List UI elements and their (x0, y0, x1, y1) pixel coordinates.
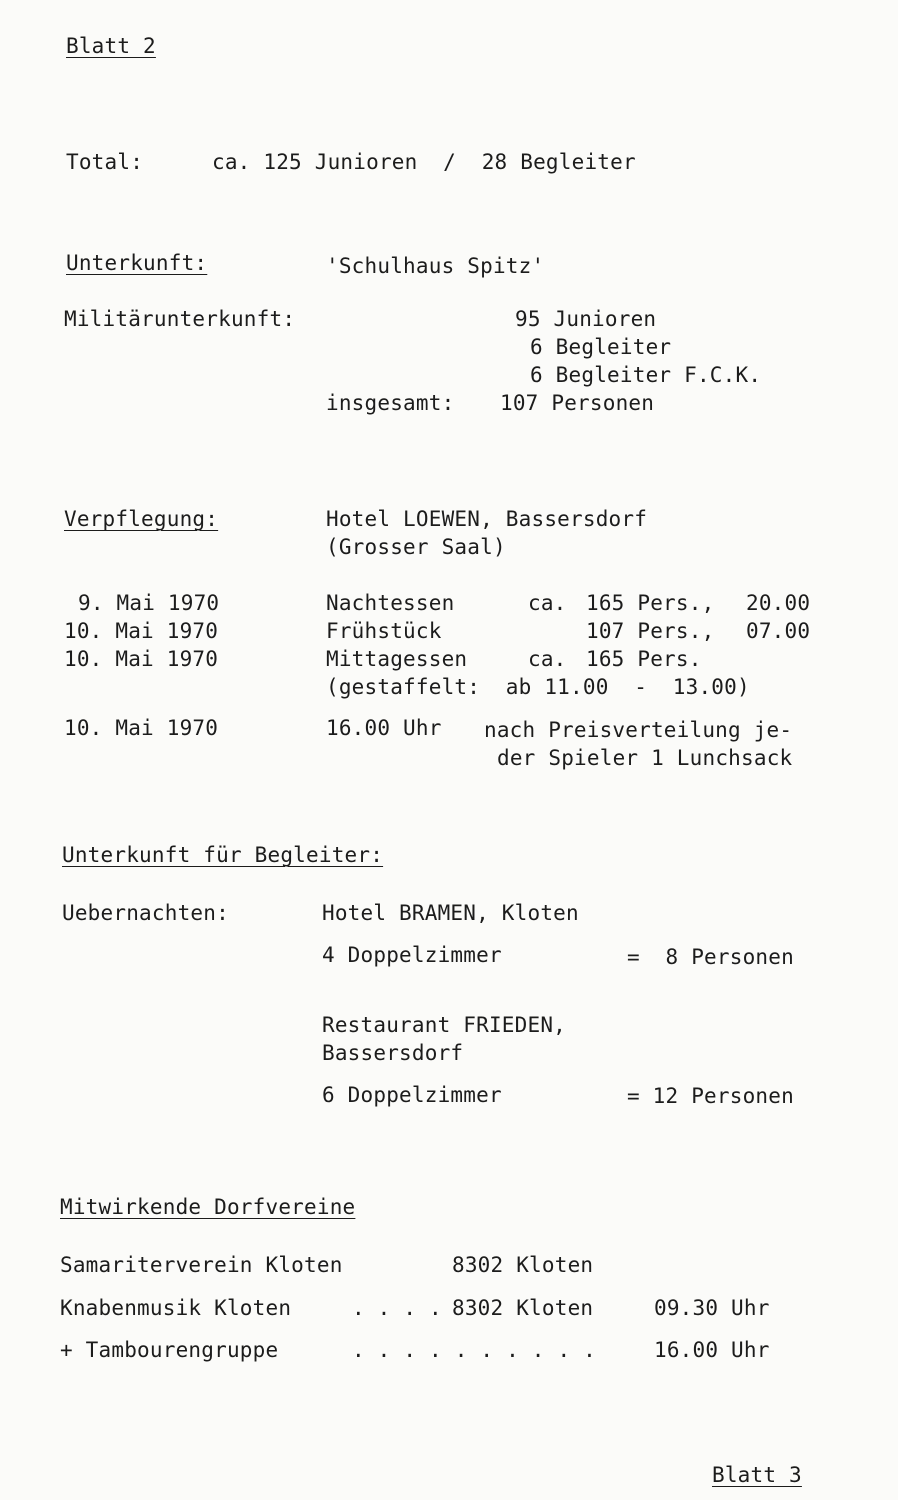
verein-1-place: 8302 Kloten (452, 1253, 594, 1277)
insgesamt-value: 107 Personen (500, 391, 655, 415)
total-value: ca. 125 Junioren / 28 Begleiter (212, 150, 636, 174)
lunch-time: 16.00 Uhr (326, 716, 442, 740)
meal-row-3-approx: ca. (528, 647, 567, 671)
uebernachten-label: Uebernachten: (62, 901, 229, 925)
militaer-label: Militärunterkunft: (64, 307, 296, 331)
verein-2-dots: . . . . (352, 1296, 442, 1320)
verein-2-time: 09.30 Uhr (654, 1296, 770, 1320)
verein-2-name: Knabenmusik Kloten (60, 1296, 292, 1320)
meal-row-2-time: 07.00 (746, 619, 811, 643)
meal-row-1-count: 165 Pers., (586, 591, 715, 615)
meal-row-3-meal: Mittagessen (326, 647, 468, 671)
unterkunft-place: 'Schulhaus Spitz' (326, 254, 545, 278)
lunch-text-line-2: der Spieler 1 Lunchsack (497, 746, 793, 770)
restaurant-frieden-rooms: 6 Doppelzimmer (322, 1083, 502, 1107)
meal-row-1-meal: Nachtessen (326, 591, 455, 615)
restaurant-frieden-line-2: Bassersdorf (322, 1041, 464, 1065)
sheet-number: Blatt 2 (66, 34, 156, 58)
militaer-line-3: 6 Begleiter F.C.K. (530, 363, 762, 387)
hotel-bramen: Hotel BRAMEN, Kloten (322, 901, 579, 925)
hotel-bramen-persons: = 8 Personen (627, 945, 794, 969)
meal-row-1-approx: ca. (528, 591, 567, 615)
total-label: Total: (66, 150, 144, 174)
vereine-heading: Mitwirkende Dorfvereine (60, 1195, 356, 1219)
begleiter-heading: Unterkunft für Begleiter: (62, 843, 384, 867)
meal-row-2-count: 107 Pers., (586, 619, 715, 643)
verein-2-place: 8302 Kloten (452, 1296, 594, 1320)
verein-3-name: + Tambourengruppe (60, 1338, 279, 1362)
meal-row-2-date: 10. Mai 1970 (64, 619, 219, 643)
verpflegung-heading: Verpflegung: (64, 507, 219, 531)
restaurant-frieden-line-1: Restaurant FRIEDEN, (322, 1013, 567, 1037)
militaer-line-2: 6 Begleiter (530, 335, 672, 359)
verpflegung-place-line-2: (Grosser Saal) (326, 535, 506, 559)
meal-row-1-date: 9. Mai 1970 (78, 591, 220, 615)
militaer-line-1: 95 Junioren (515, 307, 657, 331)
unterkunft-heading: Unterkunft: (66, 251, 208, 275)
verein-3-dots: . . . . . . . . . . (352, 1338, 597, 1362)
verein-1-name: Samariterverein Kloten (60, 1253, 343, 1277)
meal-row-1-time: 20.00 (746, 591, 811, 615)
verein-3-time: 16.00 Uhr (654, 1338, 770, 1362)
next-sheet: Blatt 3 (712, 1463, 802, 1487)
meal-row-3-date: 10. Mai 1970 (64, 647, 219, 671)
meal-row-3-count: 165 Pers. (586, 647, 702, 671)
restaurant-frieden-persons: = 12 Personen (627, 1084, 794, 1108)
meal-staggered: (gestaffelt: ab 11.00 - 13.00) (326, 675, 750, 699)
insgesamt-label: insgesamt: (326, 391, 455, 415)
verpflegung-place-line-1: Hotel LOEWEN, Bassersdorf (326, 507, 648, 531)
hotel-bramen-rooms: 4 Doppelzimmer (322, 943, 502, 967)
meal-row-2-meal: Frühstück (326, 619, 442, 643)
lunch-date: 10. Mai 1970 (64, 716, 219, 740)
lunch-text-line-1: nach Preisverteilung je- (484, 718, 793, 742)
